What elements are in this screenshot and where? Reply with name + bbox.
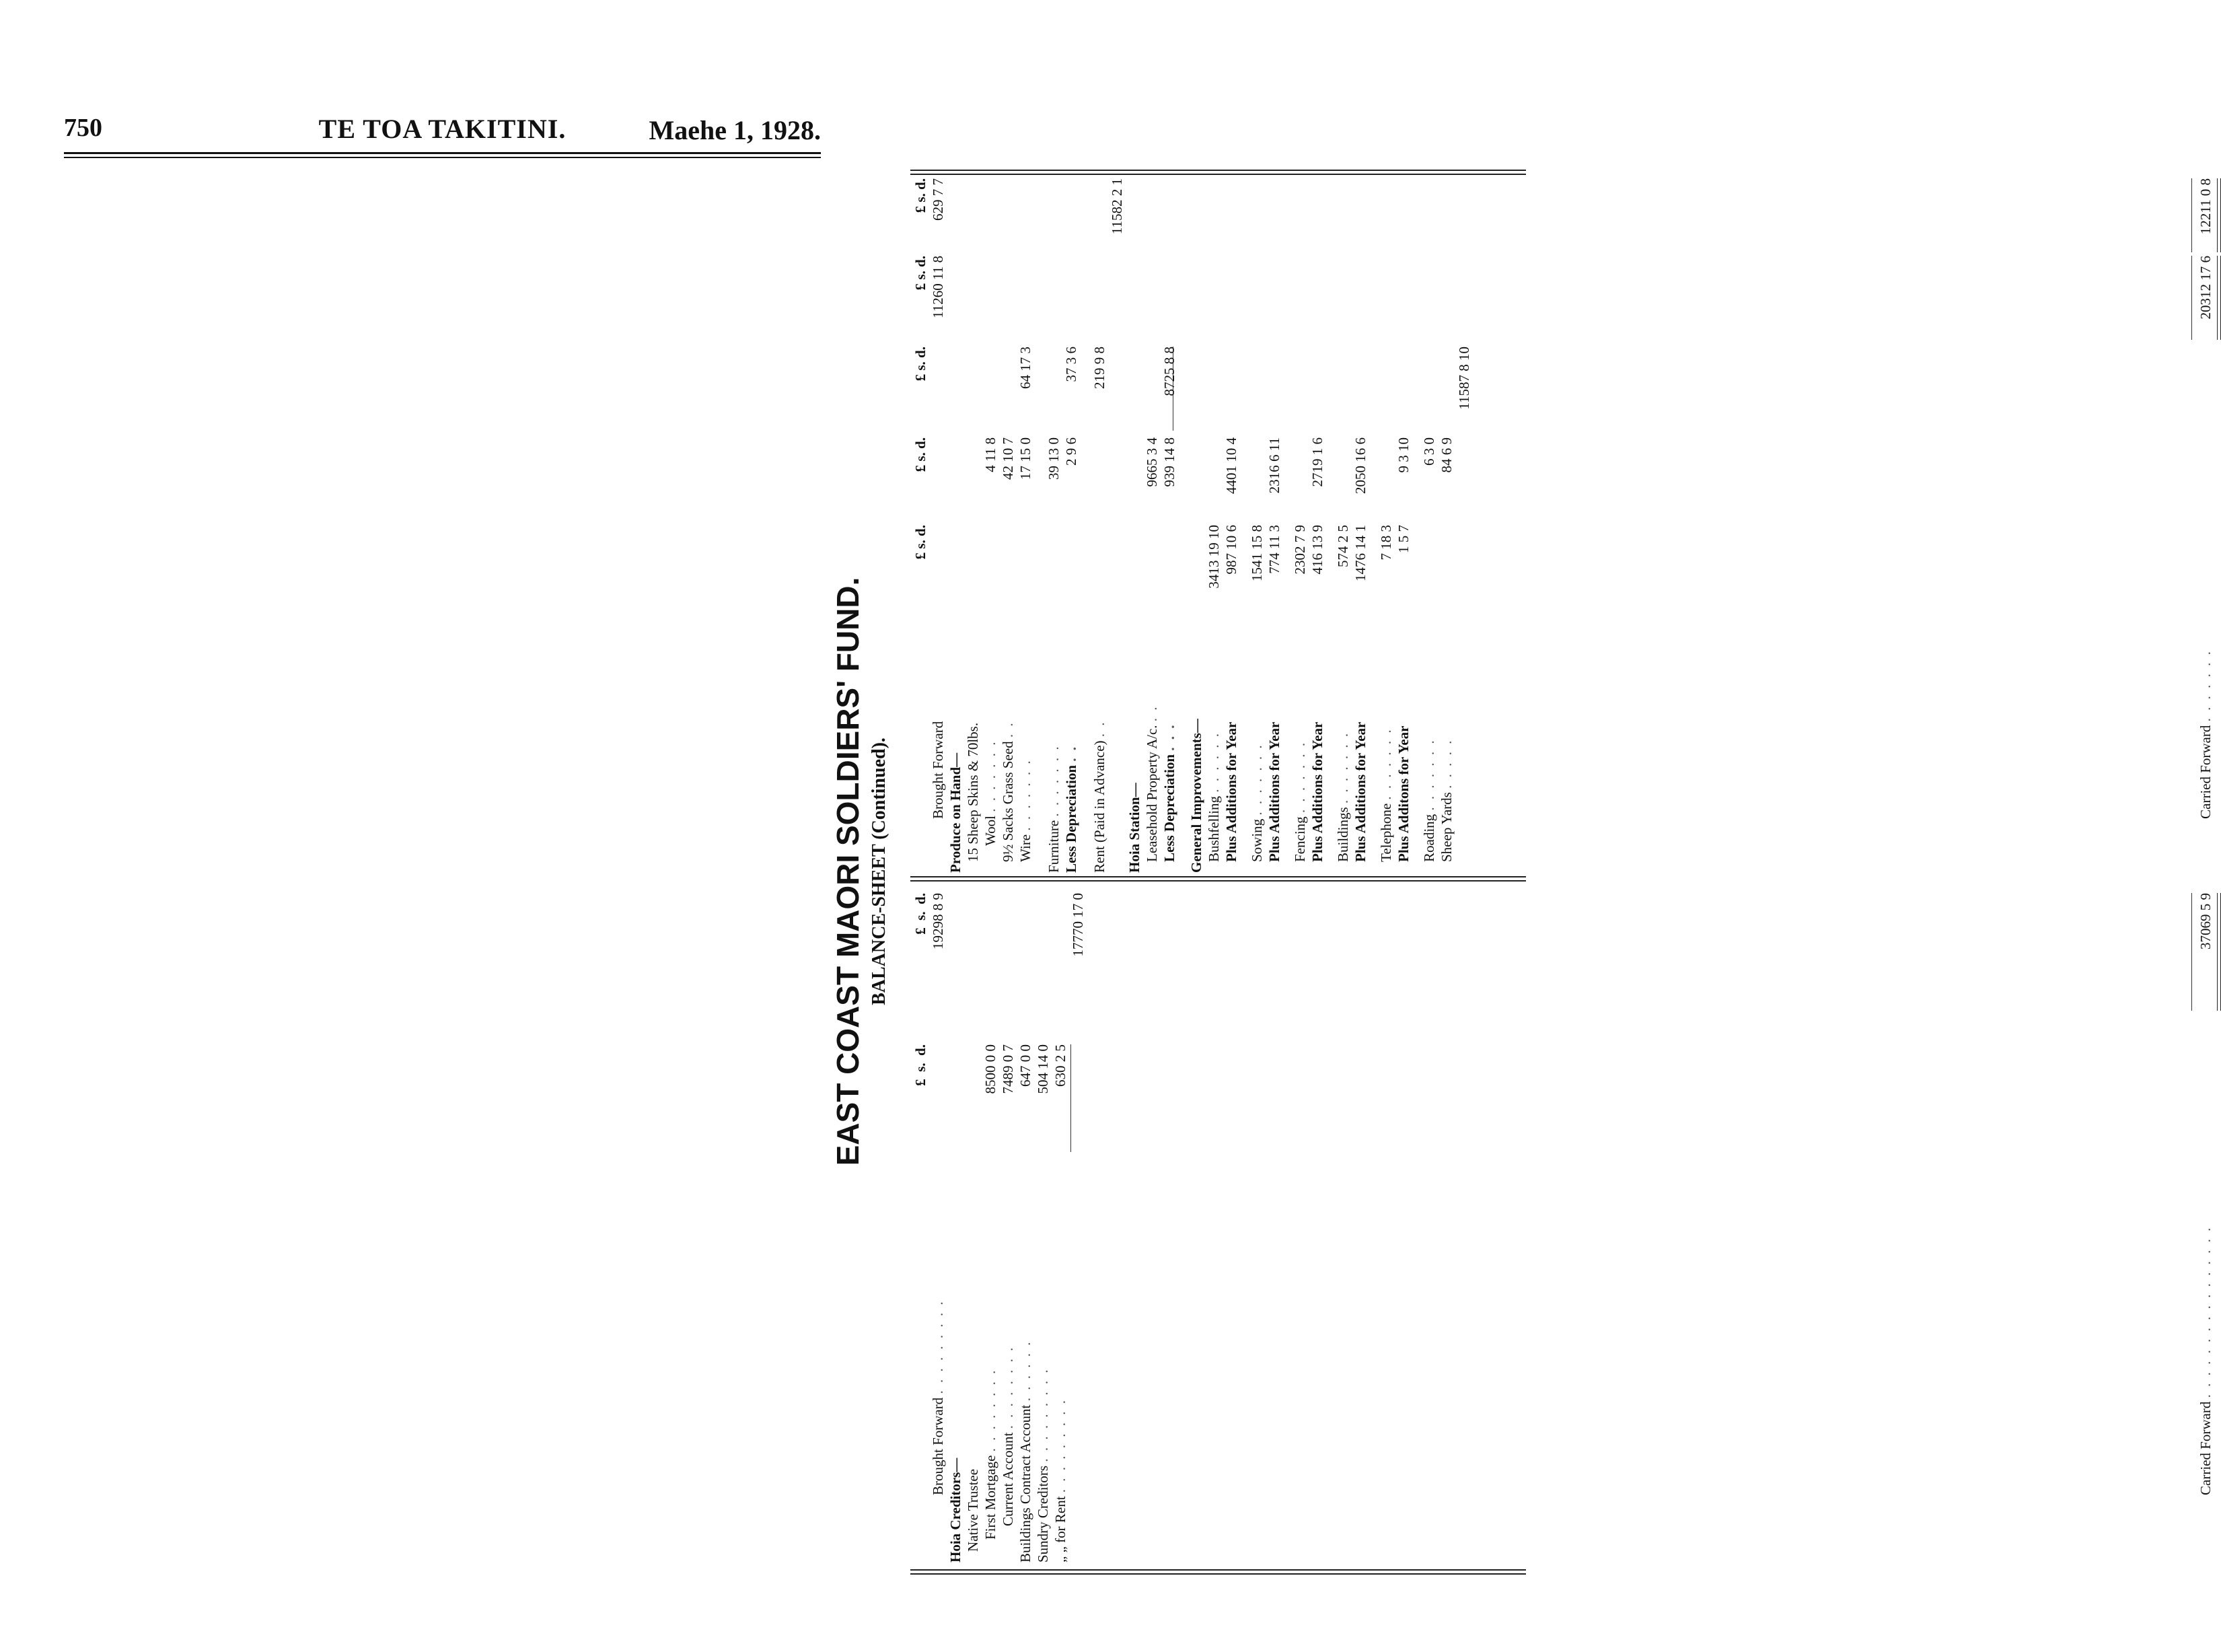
brought-forward-row: Brought Forward 11260 11 8 629 7 7 bbox=[930, 178, 946, 819]
improvement-add-row: Plus Additions for Year 774 11 3 2316 6 11 bbox=[1266, 437, 1282, 862]
produce-row: 9½ Sacks Grass Seed . . 42 10 7 bbox=[1000, 437, 1016, 862]
header-rule-thin bbox=[64, 157, 821, 158]
improvement-row: Buildings . . . . . . . 574 2 5 bbox=[1335, 525, 1351, 862]
roading-row: Roading . . . . . . . 6 3 0 bbox=[1421, 437, 1437, 862]
liability-row: Buildings Contract Account . . . . . . 647 0 0 bbox=[1017, 1044, 1033, 1563]
produce-row: 15 Sheep Skins & 70lbs. bbox=[965, 722, 981, 862]
liability-row: Sundry Creditors . . . . . . . . . 504 14 0 bbox=[1035, 1044, 1051, 1563]
journal-title: TE TOA TAKITINI. bbox=[318, 114, 567, 144]
total-rule bbox=[2191, 178, 2192, 252]
liability-row: Current Account . . . . . . . . 7489 0 7 bbox=[1000, 1044, 1016, 1526]
improvements-heading: General Improvements— bbox=[1188, 719, 1204, 873]
total-rule bbox=[2191, 256, 2192, 340]
improvement-row: Telephone . . . . . . . 7 18 3 bbox=[1378, 525, 1394, 862]
issue-date: Maehe 1, 1928. bbox=[649, 115, 821, 145]
sheet-subtitle: BALANCE-SHEET (Continued). bbox=[869, 738, 889, 1005]
page-header bbox=[64, 113, 821, 151]
header-rule bbox=[64, 152, 821, 154]
improvement-add-row: Plus Additons for Year 1 5 7 9 3 10 bbox=[1395, 437, 1412, 862]
carried-forward-row: Carried Forward . . . . . . . 20312 17 6 12211 0 8 bbox=[2197, 178, 2214, 819]
improvement-add-row: Plus Additions for Year 987 10 6 4401 10 4 bbox=[1223, 437, 1239, 862]
page-number: 750 bbox=[64, 114, 102, 142]
outer-border-right bbox=[910, 174, 1526, 175]
improvement-row: Sowing . . . . . . . 1541 15 8 bbox=[1249, 525, 1265, 862]
improvement-add-row: Plus Additions for Year 416 13 9 2719 1 6 bbox=[1309, 437, 1325, 862]
rent-row: Rent (Paid in Advance) . . 219 9 8 bbox=[1091, 347, 1107, 873]
improvement-row: Fencing . . . . . . . 2302 7 9 bbox=[1292, 525, 1308, 862]
carried-forward-row: Carried Forward . . . . . . . . . . . . . . . . 37069 5 9 bbox=[2197, 893, 2214, 1495]
assets-side: £ s. d. £ s. d. £ s. d. £ s. d. £ s. d. Brought Forward 11260 11 8 629 7 7 Produce on Hand— 15 Sheep Skins & 70lbs. Wool . . . . . . . 4 11 8 9½ Sacks Grass Seed . . 42 10 7 Wire . . . . . . . 17 15 0 64 17 3 Furniture . . . . . . . 39 13 0 Less Depreciation . . 2 9 6 37 3 6 Rent (Paid in Advance) . . 219 9 8 11582 2 1 Hoia Station— Leasehold Property A/c. . . 9665 3 4 Less Depreciation . . . 939 14 8 8725 8 8 General Improvements— Bushfelling . . . . . . 3413 19 10 Plus Additions for Year 987 10 6 4401 10 4 Sowing . . . . . . . 1541 15 8 Plus Additions for Year 774 11 3 2316 6 11 Fencing . . . . . . . 2302 7 9 Plus Additions for Year 416 13 9 2719 1 6 Buildings . . . . . . . 574 2 5 Plus Additions for Year 1476 14 1 2050 16 6 Telephone . . . . . . . 7 18 3 Plus Additons for Year 1 5 7 9 3 10 Roading . . . . . . . 6 3 0 Sheep Yards . . . . . 84 6 9 11587 8 10 Carried Forward . . . . . . . 20312 17 6 12211 0 8 bbox=[912, 176, 1522, 873]
liability-row: „ „ for Rent . . . . . . . . . 630 2 5 bbox=[1052, 1044, 1068, 1563]
center-divider bbox=[910, 880, 1526, 882]
creditors-heading: Hoia Creditors— bbox=[947, 1458, 963, 1563]
furniture-row: Furniture . . . . . . . 39 13 0 bbox=[1046, 437, 1062, 873]
depreciation-row: Less Depreciation . . 2 9 6 37 3 6 bbox=[1063, 347, 1079, 873]
produce-heading: Produce on Hand— bbox=[947, 752, 963, 873]
double-rule bbox=[2217, 178, 2221, 252]
total-rule bbox=[2191, 893, 2192, 1011]
improvements-total-row: 11587 8 10 bbox=[1456, 347, 1472, 410]
liability-row: First Mortgage . . . . . . . . 8500 0 0 bbox=[982, 1044, 998, 1540]
subtotal-row: 17770 17 0 bbox=[1070, 893, 1086, 957]
double-rule bbox=[2217, 893, 2221, 1011]
leasehold-row: Leasehold Property A/c. . . 9665 3 4 bbox=[1144, 437, 1160, 862]
produce-row: Wire . . . . . . . 17 15 0 64 17 3 bbox=[1017, 347, 1033, 862]
produce-row: Wool . . . . . . . 4 11 8 bbox=[982, 437, 998, 846]
sheet-title: EAST COAST MAORI SOLDIERS' FUND. bbox=[830, 577, 865, 1166]
improvement-add-row: Plus Additions for Year 1476 14 1 2050 16 6 bbox=[1352, 437, 1369, 862]
double-rule bbox=[2217, 256, 2221, 340]
brought-forward-row: Brought Forward . . . . . . . . . 19298 8 9 bbox=[930, 893, 946, 1495]
center-divider-inner bbox=[910, 876, 1526, 877]
balance-sheet bbox=[824, 168, 2214, 1575]
sheep-yards-row: Sheep Yards . . . . . 84 6 9 bbox=[1439, 437, 1455, 862]
outer-border-right-inner bbox=[910, 170, 1526, 171]
improvement-row: Bushfelling . . . . . . 3413 19 10 bbox=[1206, 525, 1222, 862]
outer-border-left bbox=[910, 1573, 1526, 1575]
outer-border-left-inner bbox=[910, 1569, 1526, 1571]
liabilities-side: £ s. d. £ s. d. Brought Forward . . . . . . . . . 19298 8 9 Hoia Creditors— Native Trustee First Mortgage . . . . . . . . 8500 0 0 Current Account . . . . . . . . 7489 0 7 Buildings Contract Account . . . . . . 647 0 0 Sundry Creditors . . . . . . . . . 504 14 0 „ „ for Rent . . . . . . . . . 630 2 5 17770 17 0 Carried Forward . . . . . . . . . . . . . . . . 37069 5 9 bbox=[912, 886, 1522, 1563]
native-trustee-label: Native Trustee bbox=[965, 1468, 981, 1552]
section-total-row: 11582 2 1 bbox=[1109, 178, 1125, 235]
station-heading: Hoia Station— bbox=[1126, 783, 1142, 873]
leasehold-dep-row: Less Depreciation . . . 939 14 8 8725 8 8 bbox=[1161, 347, 1177, 862]
